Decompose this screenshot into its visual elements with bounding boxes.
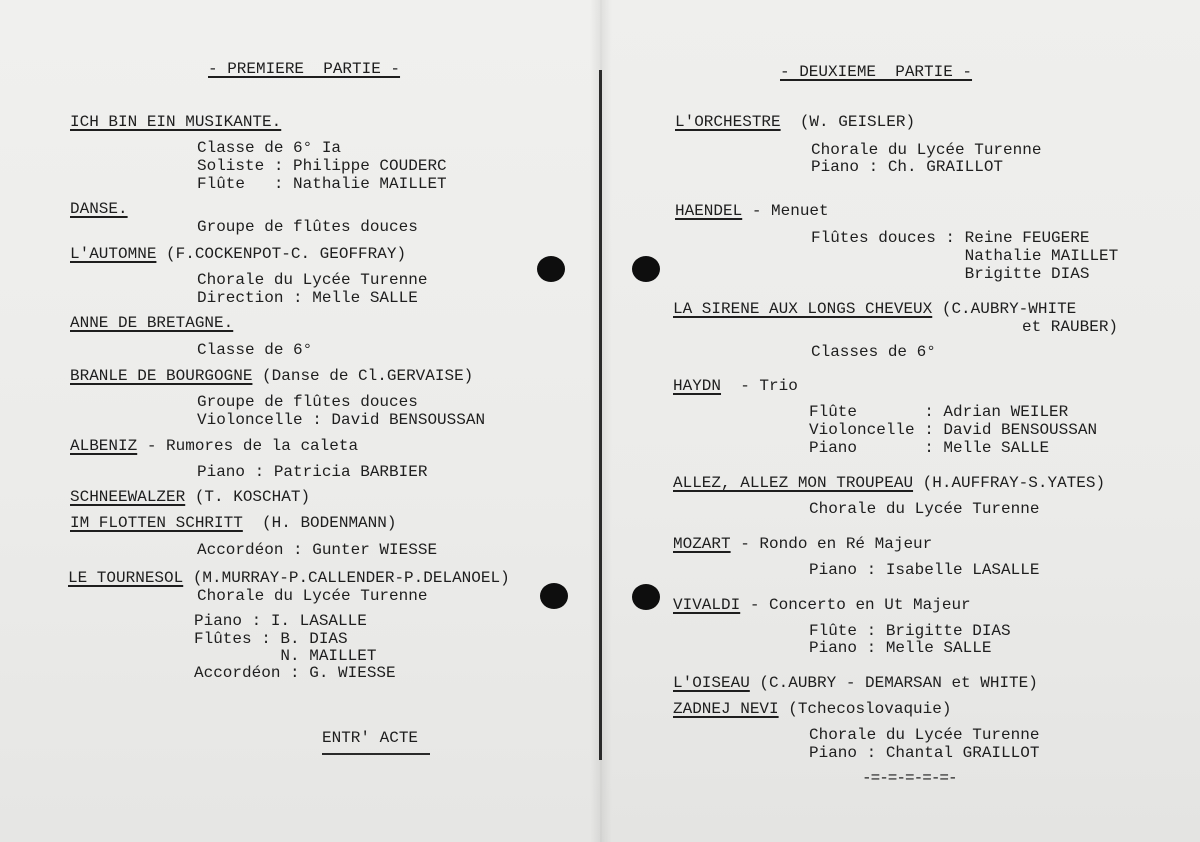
performer-line: Groupe de flûtes douces — [197, 218, 418, 236]
piece-credit: (Tchecoslovaquie) — [778, 700, 952, 718]
performer-line: Flûtes douces : Reine FEUGERE — [811, 229, 1090, 247]
piece-title: L'OISEAU — [673, 674, 750, 692]
entracte-label: ENTR' ACTE — [322, 729, 419, 747]
punch-hole — [632, 584, 660, 610]
piece-title: ALLEZ, ALLEZ MON TROUPEAU — [673, 474, 914, 492]
performer-line: Brigitte DIAS — [811, 265, 1090, 283]
performer-line: Piano : Melle SALLE — [809, 639, 992, 657]
performer-line: Direction : Melle SALLE — [197, 289, 418, 307]
punch-hole — [540, 583, 568, 609]
piece-credit-cont: et RAUBER) — [1022, 318, 1119, 336]
piece-title: VIVALDI — [673, 596, 741, 614]
piece-credit: (H. BODENMANN) — [242, 514, 397, 532]
piece-credit: (C.AUBRY-WHITE — [932, 300, 1077, 318]
piece-credit: (C.AUBRY - DEMARSAN et WHITE) — [749, 674, 1038, 692]
piece-credit: - Trio — [721, 377, 798, 395]
piece-title: BRANLE DE BOURGOGNE — [70, 367, 253, 385]
piece-title: ANNE DE BRETAGNE. — [70, 314, 234, 332]
piece-title: ZADNEJ NEVI — [673, 700, 779, 718]
piece-title-row — [673, 377, 798, 395]
piece-title-row — [70, 514, 396, 532]
performer-line: N. MAILLET — [194, 647, 377, 665]
piece-title-row — [673, 596, 971, 614]
performer-line: Soliste : Philippe COUDERC — [197, 157, 447, 175]
performer-line: Piano : Chantal GRAILLOT — [809, 744, 1040, 762]
piece-title: HAYDN — [673, 377, 722, 395]
piece-title: SCHNEEWALZER — [70, 488, 186, 506]
center-fold-line — [599, 70, 602, 760]
performer-line: Piano : Patricia BARBIER — [197, 463, 428, 481]
performer-line: Groupe de flûtes douces — [197, 393, 418, 411]
piece-title: ICH BIN EIN MUSIKANTE. — [70, 113, 282, 131]
piece-title-row — [70, 245, 406, 263]
piece-title-row — [70, 437, 358, 455]
piece-title-row — [70, 314, 233, 332]
performer-line: Chorale du Lycée Turenne — [809, 500, 1040, 518]
piece-title: LE TOURNESOL — [68, 569, 184, 587]
punch-hole — [537, 256, 565, 282]
left-header — [208, 60, 400, 78]
performer-line: Classes de 6° — [811, 343, 936, 361]
piece-title-row — [675, 202, 829, 220]
piece-credit: (H.AUFFRAY-S.YATES) — [913, 474, 1106, 492]
performer-line: Flûte : Adrian WEILER — [809, 403, 1069, 421]
entracte-rule — [322, 753, 430, 755]
performer-line: Chorale du Lycée Turenne — [197, 587, 428, 605]
piece-title: HAENDEL — [675, 202, 743, 220]
right-header — [780, 63, 972, 81]
piece-title: MOZART — [673, 535, 731, 553]
performer-line: Flûte : Brigitte DIAS — [809, 622, 1011, 640]
piece-title-row — [70, 488, 310, 506]
piece-title: DANSE. — [70, 200, 128, 218]
piece-title-row — [673, 535, 932, 553]
piece-credit: - Rumores de la caleta — [137, 437, 359, 455]
performer-line: Nathalie MAILLET — [811, 247, 1119, 265]
piece-credit: (T. KOSCHAT) — [185, 488, 311, 506]
performer-line: Piano : Isabelle LASALLE — [809, 561, 1040, 579]
right-header-text: - DEUXIEME PARTIE - — [780, 63, 973, 81]
performer-line: Flûte : Nathalie MAILLET — [197, 175, 447, 193]
piece-credit: - Concerto en Ut Majeur — [740, 596, 971, 614]
piece-title: IM FLOTTEN SCHRITT — [70, 514, 243, 532]
piece-credit: (W. GEISLER) — [780, 113, 916, 131]
piece-credit: - Menuet — [742, 202, 829, 220]
performer-line: Chorale du Lycée Turenne — [809, 726, 1040, 744]
performer-line: Accordéon : G. WIESSE — [194, 664, 396, 682]
performer-line: Piano : Melle SALLE — [809, 439, 1050, 457]
punch-hole — [632, 256, 660, 282]
piece-title: LA SIRENE AUX LONGS CHEVEUX — [673, 300, 933, 318]
piece-title-row — [70, 200, 128, 218]
piece-title: L'ORCHESTRE — [675, 113, 781, 131]
performer-line: Classe de 6° Ia — [197, 139, 342, 157]
piece-title: L'AUTOMNE — [70, 245, 157, 263]
performer-line: Chorale du Lycée Turenne — [197, 271, 428, 289]
performer-line: Chorale du Lycée Turenne — [811, 141, 1042, 159]
right-page — [600, 0, 1200, 842]
performer-line: Piano : Ch. GRAILLOT — [811, 158, 1004, 176]
piece-title-row — [70, 113, 281, 131]
performer-line: Violoncelle : David BENSOUSSAN — [809, 421, 1098, 439]
piece-title-row — [673, 474, 1105, 492]
performer-line: Piano : I. LASALLE — [194, 612, 367, 630]
piece-title: ALBENIZ — [70, 437, 138, 455]
footer-ornament: -=-=-=-=-=- — [862, 769, 957, 787]
performer-line: Accordéon : Gunter WIESSE — [197, 541, 438, 559]
piece-title-row — [70, 367, 473, 385]
left-header-text: - PREMIERE PARTIE - — [208, 60, 401, 78]
piece-title-row — [673, 674, 1038, 692]
performer-line: Flûtes : B. DIAS — [194, 630, 348, 648]
piece-credit: - Rondo en Ré Majeur — [730, 535, 933, 553]
piece-title-row — [68, 569, 510, 587]
piece-title-row — [675, 113, 915, 131]
piece-title-row — [673, 300, 1076, 318]
piece-credit: (Danse de Cl.GERVAISE) — [252, 367, 474, 385]
piece-title-row — [673, 700, 951, 718]
performer-line: Classe de 6° — [197, 341, 313, 359]
performer-line: Violoncelle : David BENSOUSSAN — [197, 411, 486, 429]
piece-credit: (F.COCKENPOT-C. GEOFFRAY) — [156, 245, 407, 263]
piece-credit: (M.MURRAY-P.CALLENDER-P.DELANOEL) — [183, 569, 510, 587]
